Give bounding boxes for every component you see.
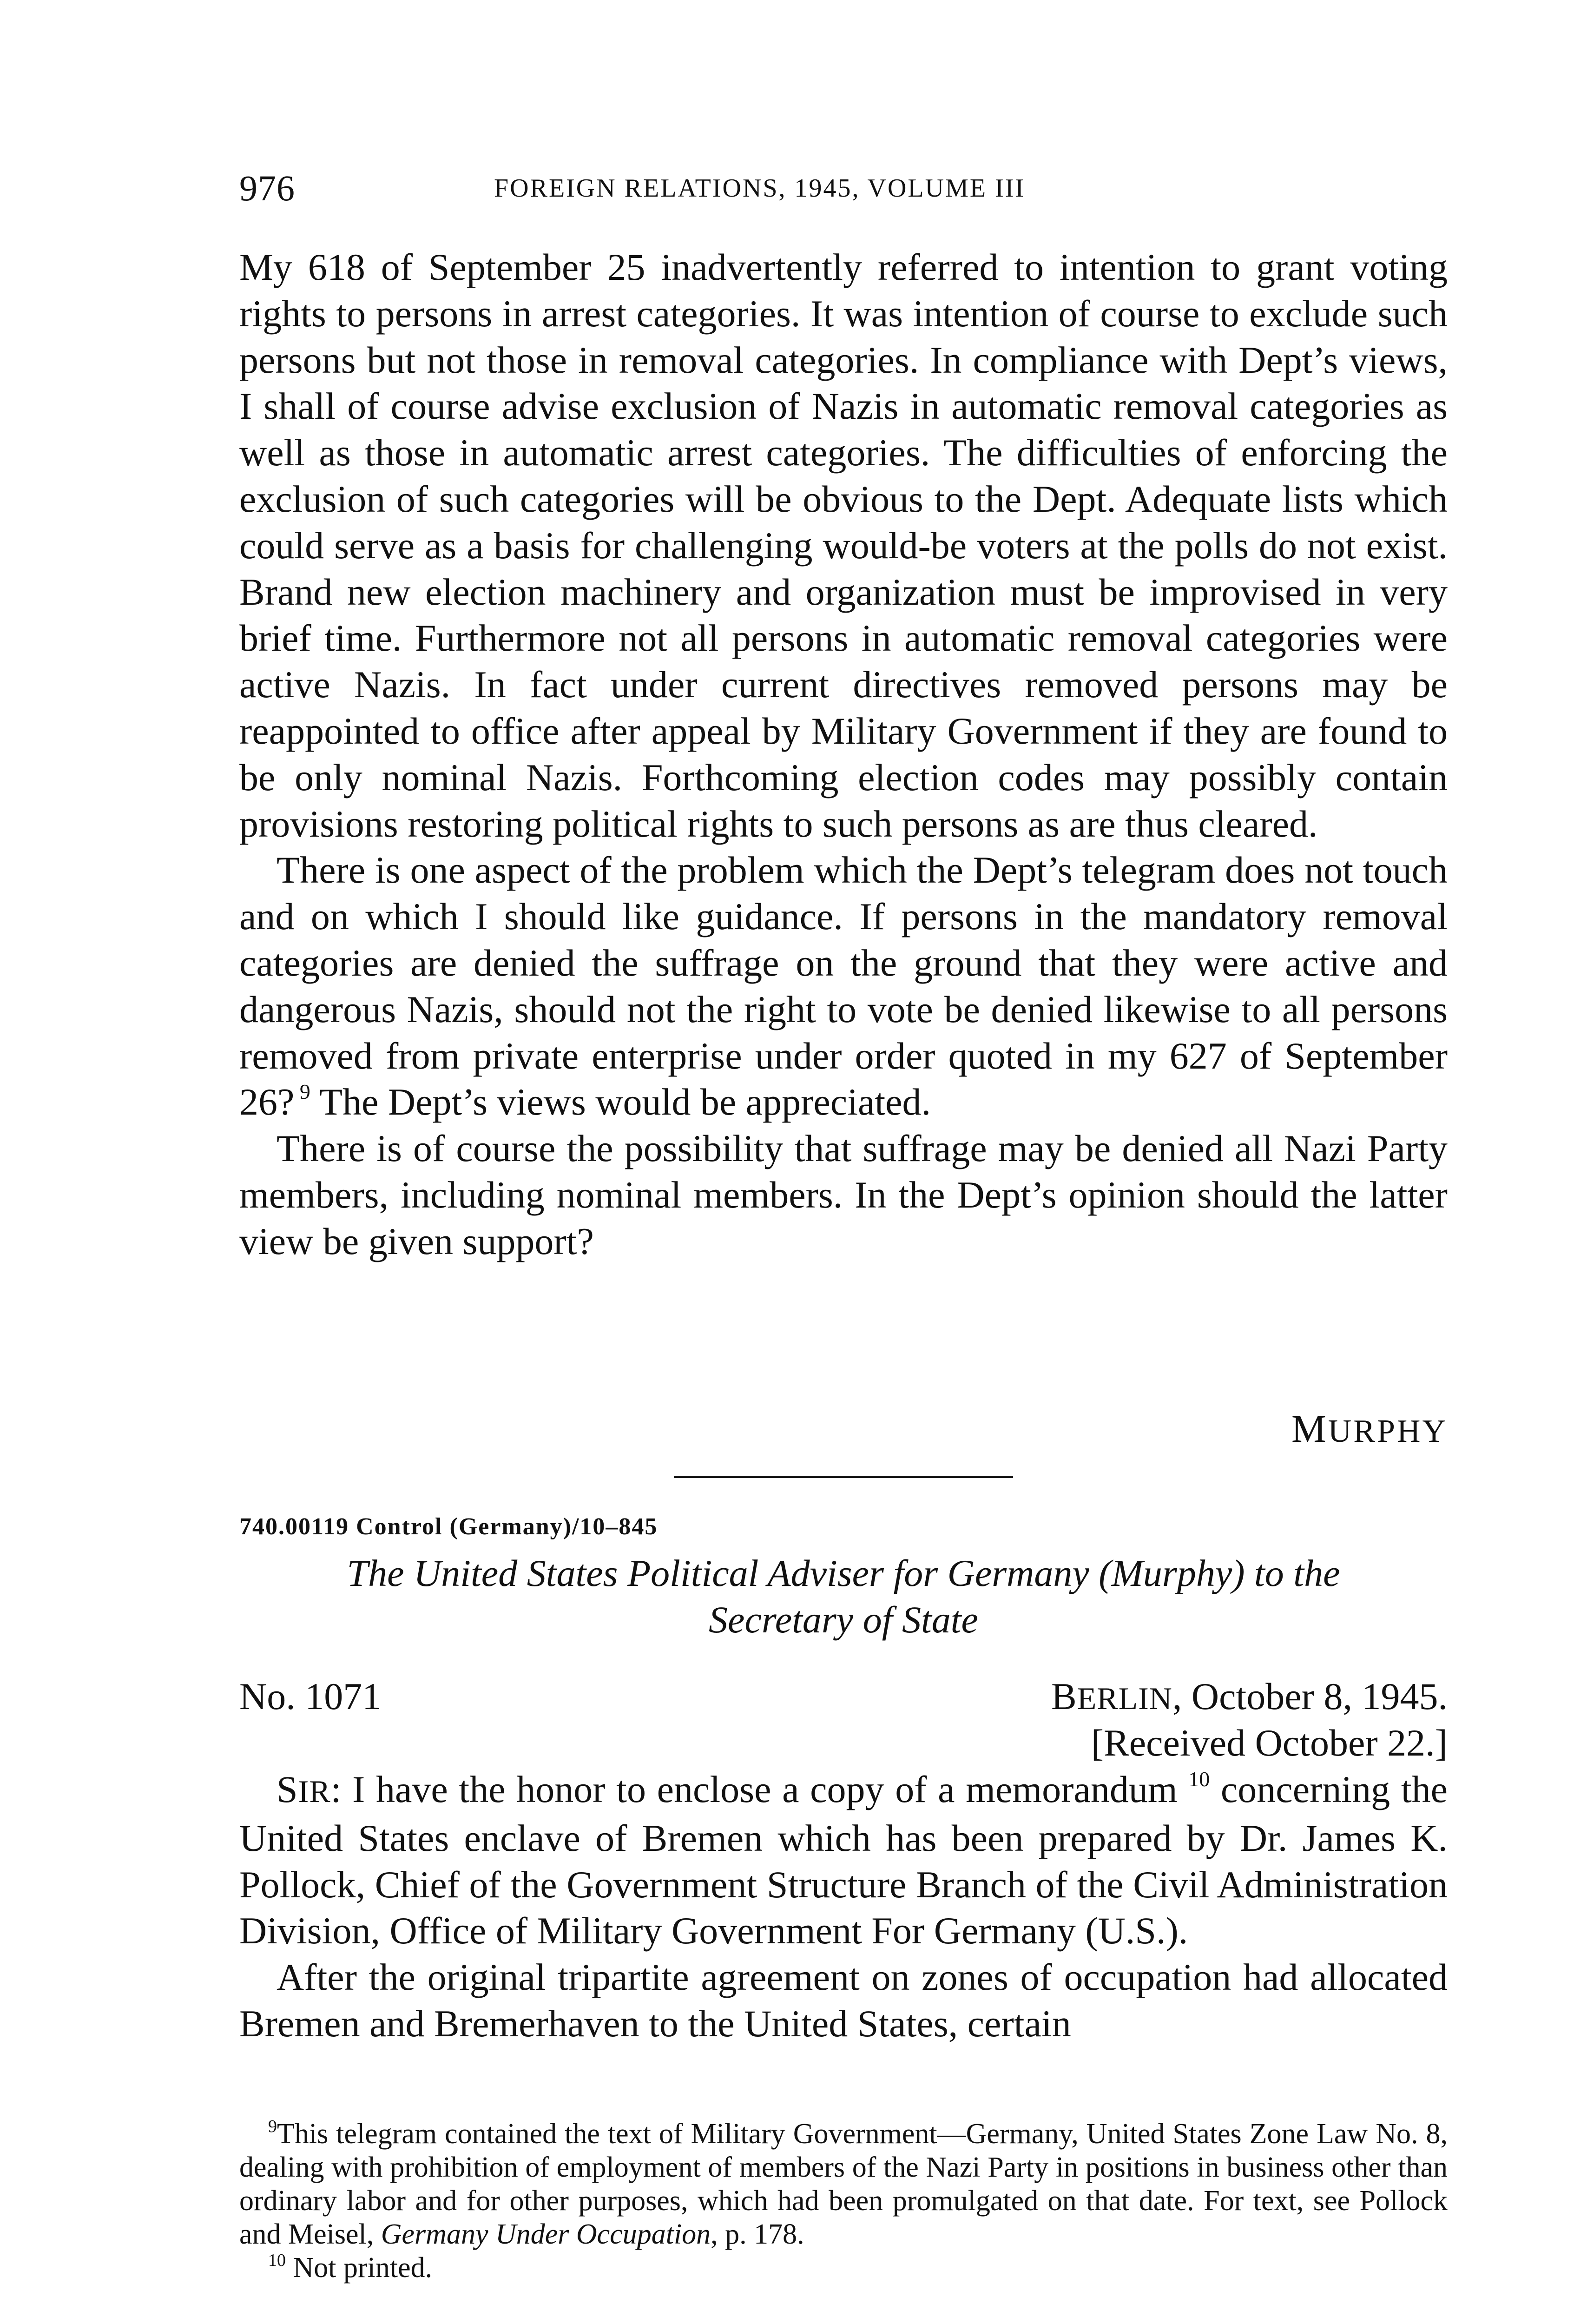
telegram-paragraph: There is of course the possibility that suffrage may be denied all Nazi Party members, including nominal members. In the Dept’s opinion should the latter view be given support? bbox=[239, 1127, 1448, 1262]
salutation: SIR bbox=[277, 1768, 331, 1810]
paragraph-text: The Dept’s views would be appreciated. bbox=[319, 1081, 931, 1123]
dispatch-body bbox=[239, 1766, 1448, 2047]
paragraph-text: : I have the honor to enclose a copy of a memorandum bbox=[330, 1768, 1178, 1810]
dateline-date: , October 8, 1945. bbox=[1172, 1675, 1448, 1717]
file-reference: 740.00119 Control (Germany)/10–845 bbox=[239, 1513, 658, 1540]
footnote-9: $^9$This telegram contained the text of Military Government—Germany, United States Zone Law No. 8, dealing with prohibition of employment of members of the Nazi Party in positions in business other than ordinary labor and for other purposes, which had been promulgated on that date. For text, see Pollock and Meisel, Germany Under Occupation, p. 178. bbox=[239, 2117, 1448, 2250]
dispatch-paragraph bbox=[239, 1766, 1448, 1954]
cited-title: Germany Under Occupation bbox=[381, 2218, 711, 2250]
dateline-place: BERLIN bbox=[1051, 1675, 1172, 1717]
footnote-mark: 9 bbox=[268, 2117, 277, 2136]
running-head bbox=[239, 165, 1448, 211]
paragraph-text: concerning the United States enclave of Bremen which has been prepared by Dr. James K. Pollock, Chief of the Government Structure Branch of the Civil Administration Division, Office of Military Government For Germany (U.S.). bbox=[239, 1768, 1448, 1952]
dispatch-paragraph: After the original tripartite agreement on zones of occupation had allocated Bremen and Bremerhaven to the United States, certain bbox=[239, 1956, 1448, 2045]
dateline bbox=[239, 1673, 1448, 1722]
signature: MURPHY bbox=[1291, 1407, 1448, 1451]
document-number: No. 1071 bbox=[239, 1675, 382, 1717]
page-number: 976 bbox=[239, 168, 295, 208]
document-title-line: Secretary of State bbox=[709, 1598, 978, 1641]
telegram-paragraph bbox=[239, 847, 1448, 1125]
footnote-ref-9[interactable]: 9 bbox=[299, 1080, 310, 1104]
document-title-line: The United States Political Adviser for Germany (Murphy) to the bbox=[347, 1552, 1340, 1594]
footnotes bbox=[239, 2117, 1448, 2284]
paragraph-text: There is one aspect of the problem which the Dept’s telegram does not touch and on which I should like guidance. If persons in the mandatory removal categories are denied the suffrage on the ground that they were active and dangerous Nazis, should not the right to vote be denied likewise to all persons removed from private enterprise under order quoted in my 627 of September 26? bbox=[239, 849, 1448, 1123]
telegram-body bbox=[239, 244, 1448, 1265]
section-divider bbox=[674, 1476, 1013, 1478]
running-title: FOREIGN RELATIONS, 1945, VOLUME III bbox=[494, 174, 1026, 203]
telegram-paragraph: My 618 of September 25 inadvertently referred to intention to grant voting rights to persons in arrest categories. It was intention of course to exclude such persons but not those in removal categories. In compliance with Dept’s views, I shall of course advise exclusion of Nazis in automatic removal categories as well as those in automatic arrest categories. The difficulties of enforcing the exclusion of such categories will be obvious to the Dept. Adequate lists which could serve as a basis for challenging would-be voters at the polls do not exist. Brand new election machinery and organization must be improvised in very brief time. Furthermore not all persons in automatic removal categories were active Nazis. In fact under current directives removed persons may be reappointed to office after appeal by Military Government if they are found to be only nominal Nazis. Forthcoming election codes may possibly contain provisions restoring political rights to such persons as are thus cleared. bbox=[239, 246, 1448, 845]
received-date: [Received October 22.] bbox=[1091, 1722, 1448, 1764]
footnote-mark: 10 bbox=[268, 2251, 286, 2270]
footnote-10: $^{10}$ Not printed. bbox=[268, 2251, 433, 2284]
document-title bbox=[239, 1550, 1448, 1643]
footnote-ref-10[interactable]: 10 bbox=[1188, 1767, 1210, 1791]
